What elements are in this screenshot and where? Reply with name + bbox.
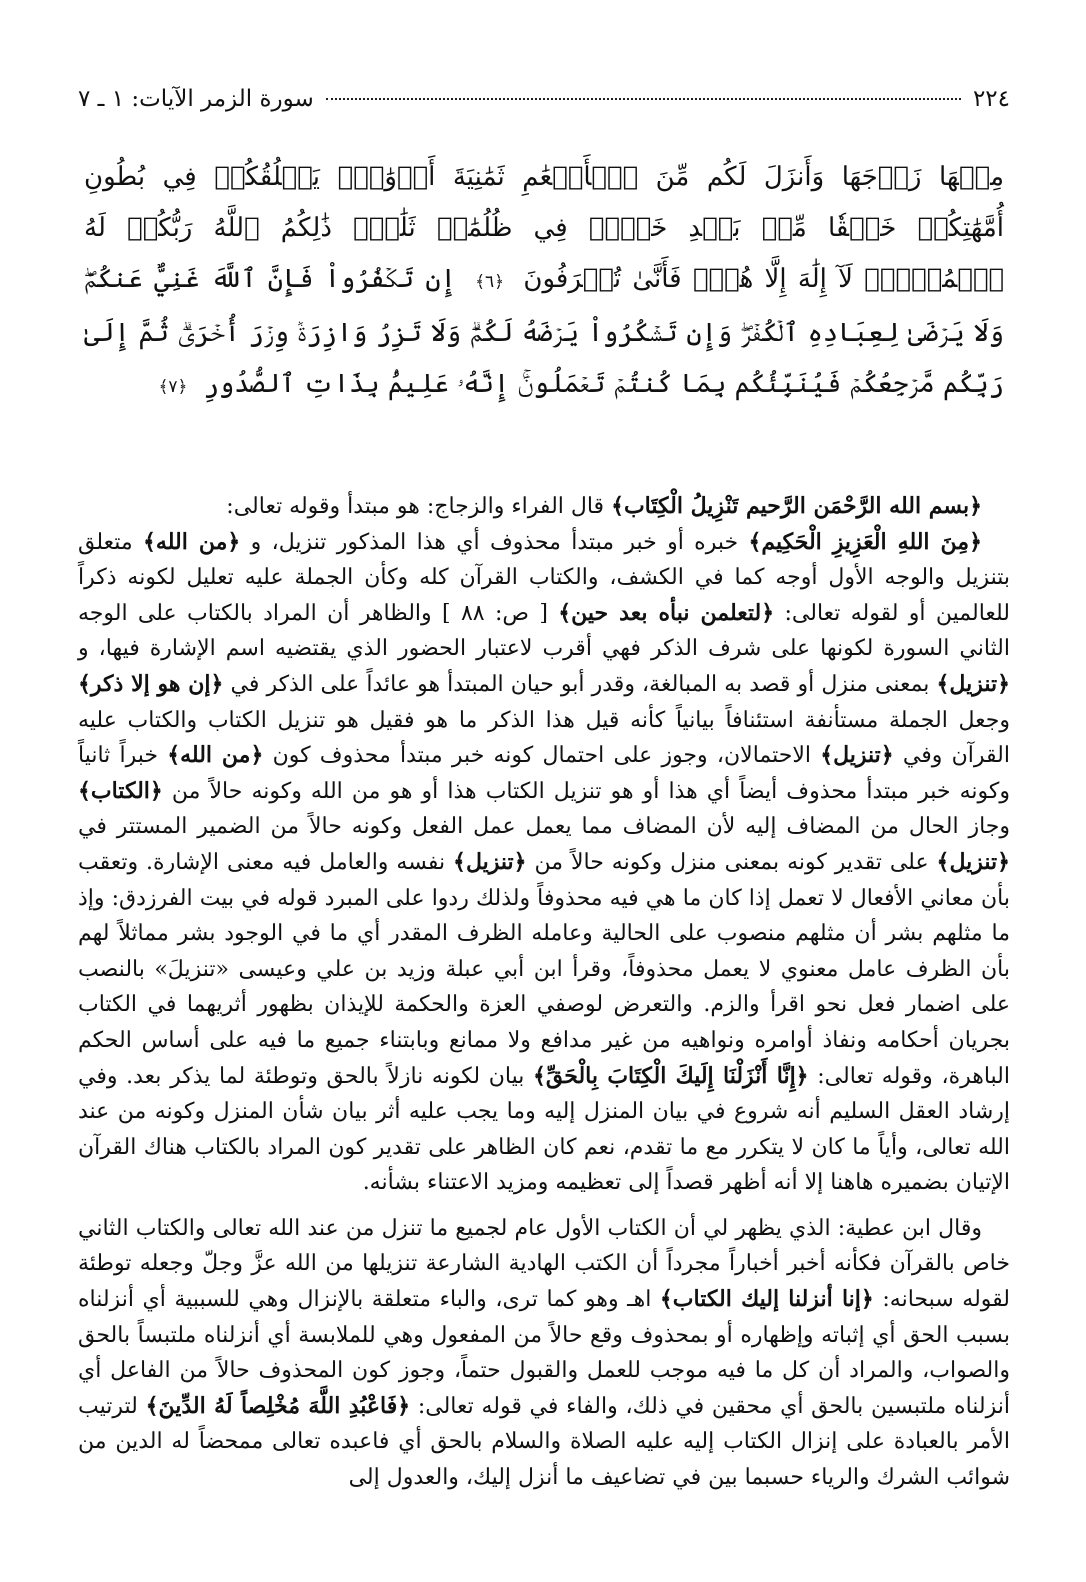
- header-dotted-leader: [326, 98, 961, 100]
- quote: ﴿فَاعْبُدِ اللَّهَ مُخْلِصاً لَهُ الدِّينَ﴾: [145, 1392, 411, 1419]
- tafsir-paragraph-1: [78, 489, 1010, 525]
- page-header: [78, 80, 1010, 118]
- commentary-text: لترتيب الأمر بالعبادة على إنزال الكتاب إليه عليه الصلاة والسلام بالحق أي فاعبده تعالى ممحضاً له الدين من شوائب الشرك والرياء حسبما بين في تضاعيف ما أنزل إليك، والعدول إلى: [78, 1393, 1010, 1491]
- commentary-text: على تقدير كونه بمعنى منزل وكونه حالاً من: [526, 849, 937, 875]
- commentary-text: بيان لكونه نازلاً بالحق وتوطئة لما يذكر بعد. وفي إرشاد العقل السليم أنه شروع في بيان المنزل إليه وما يجب عليه أثر بيان شأن المنزل وكونه من عند الله تعالى، وأياً ما كان لا يتكرر مع ما تقدم، نعم كان الظاهر على تقدير كون المراد بالكتاب هناك القرآن الإتيان بضميره هاهنا إلا أنه أظهر قصداً إلى تعظيمه ومزيد الاعتناء بشأنه.: [78, 1063, 1010, 1196]
- quote: ﴿لتعلمن نبأه بعد حين﴾: [558, 599, 775, 626]
- quote: ﴿تنزيل﴾: [820, 742, 894, 769]
- page-number: ٢٢٤: [972, 86, 1010, 112]
- commentary-text: الاحتمالان، وجوز على احتمال كونه خبر مبتدأ محذوف كون: [263, 743, 821, 769]
- quran-text-part2: إِن تَكۡفُرُواْ فَإِنَّ ٱللَّهَ غَنِيٌّ عَنكُمۡۖ وَلَا يَرۡضَىٰ لِعِبَادِهِ ٱلۡكُفۡرَۖ وَإِن تَشۡكُرُواْ يَرۡضَهُ لَكُمۡۗ وَلَا تَزِرُ وَازِرَةٞ وِزۡرَ أُخۡرَىٰۗ ثُمَّ إِلَىٰ رَبِّكُم مَّرۡجِعُكُمۡ فَيُنَبِّئُكُم بِمَا كُنتُمۡ تَعۡمَلُونَۚ إِنَّهُۥ عَلِيمُۢ بِذَاتِ ٱلصُّدُورِ: [84, 264, 1004, 399]
- commentary-text: نفسه والعامل فيه معنى الإشارة. وتعقب بأن معاني الأفعال لا تعمل إذا كان ما هي فيه محذوفاً ولذلك ردوا على المبرد قوله في بيت الفرزدق: وإذ ما مثلهم بشر أن مثلهم منصوب على الحالية وعامله الظرف المقدر أي ما في الوجود بشر مماثلاً لهم بأن الظرف عامل معنوي لا يعمل محذوفاً، وقرأ ابن أبي عبلة وزيد بن علي وعيسى «تنزيلَ» بالنصب على اضمار فعل نحو اقرأ والزم. والتعرض لوصفي العزة والحكمة للإيذان بظهور أثريهما في الكتاب بجريان أحكامه ونفاذ أوامره ونواهيه من غير مدافع ولا ممانع وبابتناء جميع ما فيه على أساس الحكم الباهرة، وقوله تعالى:: [78, 849, 1010, 1089]
- quote: ﴿بسم الله الرَّحْمَن الرَّحيم تَنْزِيلُ الْكِتَاب﴾: [611, 493, 982, 519]
- commentary-text: قال الفراء والزجاج: هو مبتدأ وقوله تعالى:: [226, 494, 612, 519]
- quote: ﴿من الله﴾: [167, 742, 264, 769]
- quran-verses-block: [78, 152, 1010, 413]
- tafsir-commentary: [78, 489, 1010, 1496]
- commentary-text: متعلق بتنزيل والوجه الأول أوجه كما في الكشف، والكتاب القرآن كله وكأن الجملة عليه تعليل لكونه ذكراً للعالمين أو لقوله تعالى:: [78, 529, 1011, 626]
- commentary-text: وقال ابن عطية: الذي يظهر لي أن الكتاب الأول عام لجميع ما تنزل من عند الله تعالى والكتاب الثاني خاص بالقرآن فكأنه أخبر أخباراً مجرداً أن الكتب الهادية الشارعة تنزيلها من الله عزَّ وجلّ وجعله توطئة لقوله سبحانه:: [78, 1215, 1010, 1313]
- quote: ﴿الكتاب﴾: [78, 777, 163, 804]
- commentary-text: خبره أو خبر مبتدأ محذوف أي هذا المذكور تنزيل، و: [240, 529, 749, 555]
- commentary-text: وجاز الحال من المضاف إليه لأن المضاف مما يعمل عمل الفعل وكونه حالاً من الضمير المستتر في: [78, 814, 1010, 840]
- quote: ﴿تنزيل﴾: [936, 848, 1011, 875]
- commentary-text: وجعل الجملة مستأنفة استئنافاً بيانياً كأنه قيل هذا الذكر ما هو فقيل هو تنزيل الكتاب والكتاب عليه القرآن وفي: [78, 707, 1010, 769]
- commentary-text: اهـ وهو كما ترى، والباء متعلقة بالإنزال وهي للسببية أي أنزلناه بسبب الحق أي إثباته وإظهاره أو بمحذوف وقع حالاً من المفعول وهي للملابسة أي أنزلناه ملتبساً بالحق والصواب، والمراد أن كل ما فيه موجب للعمل والقبول حتماً، وجوز كون المحذوف حالاً من الفاعل أي أنزلناه ملتبسين بالحق أي محقين في ذلك، والفاء في قوله تعالى:: [78, 1287, 1011, 1419]
- quote: ﴿مِنَ اللهِ الْعَزِيزِ الْحَكِيم﴾: [748, 528, 982, 555]
- quote: ﴿إنا أنزلنا إليك الكتاب﴾: [659, 1286, 874, 1313]
- quote: ﴿من الله﴾: [143, 528, 241, 555]
- tafsir-paragraph-3: [78, 1211, 1010, 1496]
- surah-title: سورة الزمر الآيات: ١ ـ ٧: [78, 86, 314, 112]
- tafsir-paragraph-2: [78, 525, 1010, 1201]
- commentary-text: بمعنى منزل أو قصد به المبالغة، وقدر أبو حيان المبتدأ هو عائداً على الذكر في: [223, 671, 937, 697]
- commentary-text: خبراً ثانياً وكونه خبر مبتدأ محذوف أيضاً أي هذا أو هو تنزيل الكتاب هذا أو هو من الله وكونه حالاً من: [78, 743, 1010, 804]
- quote: ﴿تنزيل﴾: [936, 670, 1010, 697]
- ayah-number-7: ﴿٧﴾: [158, 377, 188, 397]
- quote: ﴿تنزيل﴾: [453, 848, 527, 875]
- quote: ﴿إن هو إلا ذكر﴾: [78, 670, 224, 697]
- commentary-text: [ ص: ٨٨ ] والظاهر أن المراد بالكتاب على الوجه الثاني السورة لكونها على شرف الذكر فهي أقرب لاعتبار الحضور الذي يقتضيه اسم الإشارة فيها، و: [78, 600, 1010, 662]
- quran-text-part1: مِنۡهَا زَوۡجَهَا وَأَنزَلَ لَكُم مِّنَ ٱلۡأَنۡعَٰمِ ثَمَٰنِيَةَ أَزۡوَٰجٖۚ يَخۡلُقُكُمۡ فِي بُطُونِ أُمَّهَٰتِكُمۡ خَلۡقٗا مِّنۢ بَعۡدِ خَلۡقٖ فِي ظُلُمَٰتٖ ثَلَٰثٖۚ ذَٰلِكُمُ ٱللَّهُ رَبُّكُمۡ لَهُ ٱلۡمُلۡكُۖ لَآ إِلَٰهَ إِلَّا هُوَۖ فَأَنَّىٰ تُصۡرَفُونَ: [84, 162, 1005, 294]
- quote: ﴿إِنَّا أَنْزَلْنَا إِلَيكَ الْكِتَابَ بِالْحَقِّ﴾: [533, 1062, 809, 1089]
- ayah-number-6: ﴿٦﴾: [475, 272, 505, 292]
